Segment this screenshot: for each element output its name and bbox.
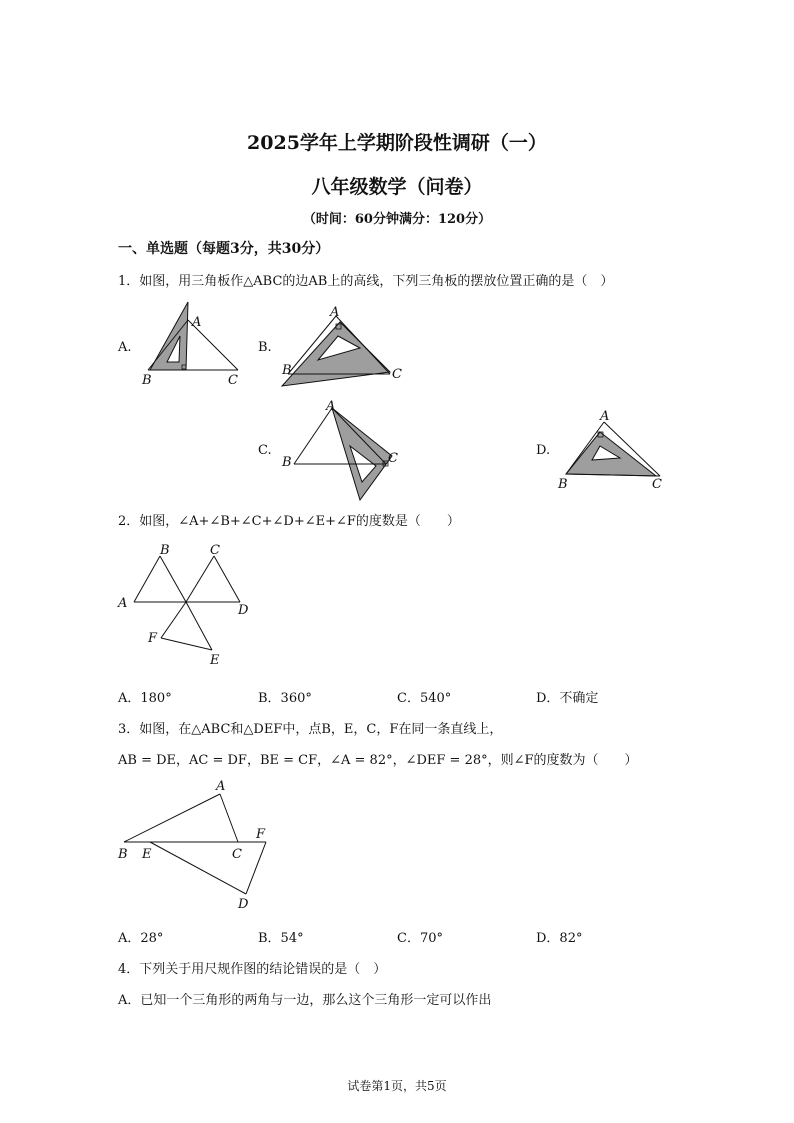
label-c: C — [228, 373, 238, 388]
q1-option-d-label: D. — [536, 443, 551, 458]
q1-figure-d — [556, 404, 676, 496]
q2-figure — [116, 538, 266, 670]
label-b: B — [558, 477, 568, 492]
label-b: B — [282, 363, 292, 378]
q2-option-a: A．180° — [118, 691, 172, 706]
q4-option-a: A．已知一个三角形的两角与一边，那么这个三角形一定可以作出 — [118, 993, 492, 1008]
label-e: E — [142, 847, 152, 862]
label-e: E — [210, 653, 220, 668]
q2-option-b: B．360° — [258, 691, 312, 706]
label-a: A — [192, 315, 202, 330]
label-b: B — [160, 543, 170, 558]
label-b: B — [118, 847, 128, 862]
q2-option-c: C．540° — [397, 691, 452, 706]
label-a: A — [118, 596, 128, 611]
question-1-text: 1．如图，用三角板作△ABC的边AB上的高线，下列三角板的摆放位置正确的是（ ） — [118, 274, 614, 289]
set-square — [332, 408, 392, 500]
q3-option-c: C．70° — [397, 931, 443, 946]
label-a: A — [330, 305, 340, 320]
question-4-text: 4．下列关于用尺规作图的结论错误的是（ ） — [118, 962, 387, 977]
label-b: B — [282, 455, 292, 470]
label-a: A — [326, 399, 336, 414]
q1-figure-c — [280, 396, 410, 506]
label-c: C — [210, 543, 220, 558]
question-2-text: 2．如图，∠A+∠B+∠C+∠D+∠E+∠F的度数是（ ） — [118, 514, 460, 529]
exam-subtitle: 八年级数学（问卷） — [311, 176, 483, 198]
label-a: A — [600, 409, 610, 424]
label-b: B — [142, 373, 152, 388]
exam-title: 2025学年上学期阶段性调研（一） — [247, 132, 547, 154]
question-3-line-2: AB = DE，AC = DF，BE = CF，∠A = 82°，∠DEF = 28°，则∠F的度数为（ ） — [118, 753, 638, 768]
q1-figure-b — [278, 302, 418, 394]
q3-figure — [112, 774, 282, 914]
label-a: A — [216, 779, 226, 794]
q2-option-d: D．不确定 — [536, 691, 599, 706]
q3-option-b: B．54° — [258, 931, 304, 946]
label-c: C — [388, 451, 398, 466]
q1-option-b-label: B. — [258, 340, 272, 355]
q1-option-a-label: A. — [118, 340, 132, 355]
q1-option-c-label: C. — [258, 443, 272, 458]
label-f: F — [148, 631, 158, 646]
section-heading: 一、单选题（每题3分，共30分） — [118, 241, 330, 257]
exam-info: （时间：60分钟满分：120分） — [302, 212, 492, 227]
label-c: C — [652, 477, 662, 492]
page-footer: 试卷第1页，共5页 — [347, 1079, 447, 1093]
label-c: C — [392, 367, 402, 382]
label-d: D — [238, 897, 249, 912]
label-f: F — [256, 827, 266, 842]
question-3-line-1: 3．如图，在△ABC和△DEF中，点B，E，C，F在同一条直线上， — [118, 722, 503, 737]
label-c: C — [232, 847, 242, 862]
label-d: D — [238, 603, 249, 618]
q3-option-d: D．82° — [536, 931, 583, 946]
q1-figure-a — [140, 296, 250, 391]
q3-option-a: A．28° — [118, 931, 164, 946]
